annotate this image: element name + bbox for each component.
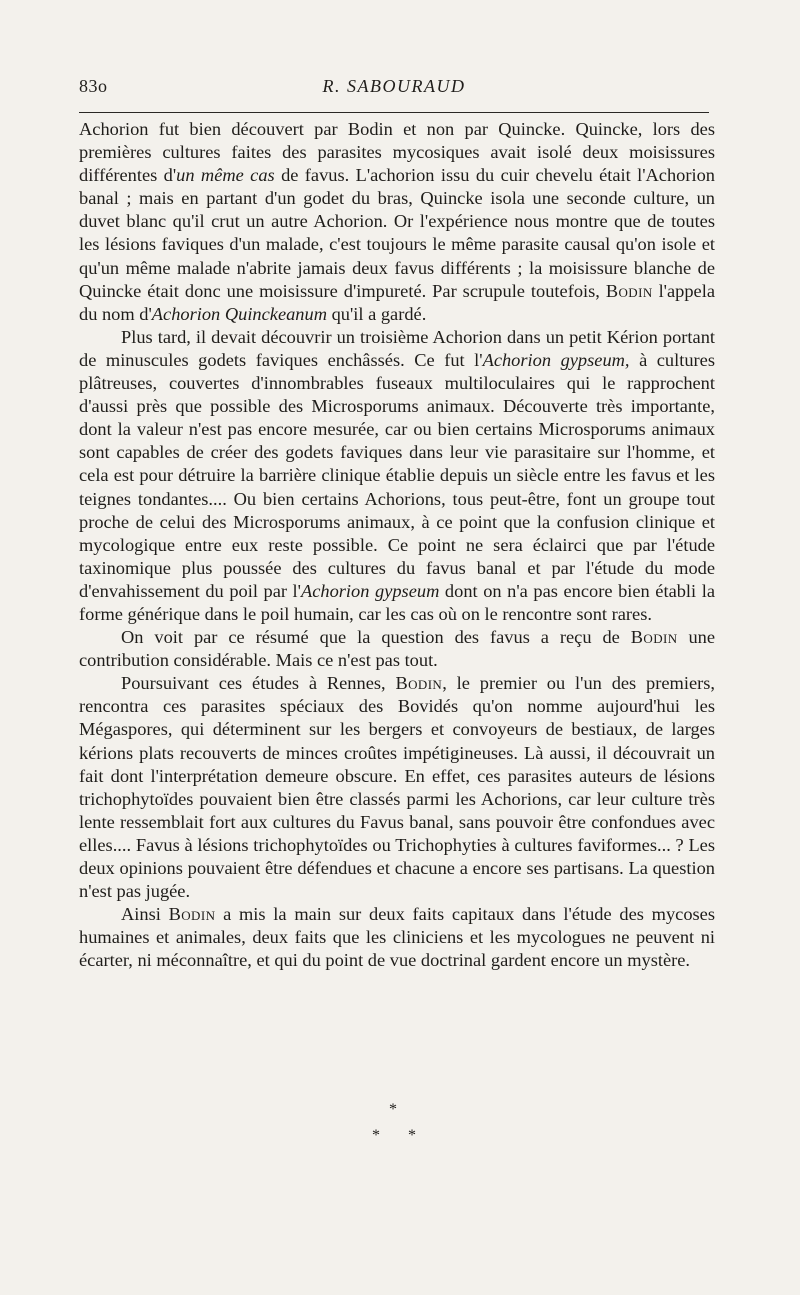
- paragraph: [79, 903, 715, 972]
- text-run: Poursuivant ces études à Rennes,: [121, 673, 396, 694]
- small-caps-name: Bodin: [168, 904, 216, 925]
- text-run: Achorion fut bien découvert par Bodin et non par Quincke. Quincke, lors des premières cultures faites des parasites mycosiques avait isolé deux moisissures différentes d': [79, 119, 715, 186]
- text-run: Ainsi: [121, 904, 169, 925]
- small-caps-name: Bodin: [605, 280, 653, 301]
- paragraph: [79, 672, 715, 903]
- text-run: a mis la main sur deux faits capitaux dans l'étude des mycoses humaines et animales, deux faits que les cliniciens et les mycologues ne peuvent ni écarter, ni méconnaître, et qui du point de vue doctrinal gardent encore un mystère.: [79, 904, 715, 971]
- page-header: [79, 76, 709, 104]
- text-run: à cultures plâtreuses, couvertes d'innombrables fuseaux multiloculaires qui le rapprochent d'aussi près que possible des Microsporums animaux. Découverte très importante, dont la valeur n'est pas encore mesurée, car ou bien certains Microsporums animaux sont capables de créer des godets faviques dans leur vie parasitaire sur l'homme, et cela est pour détruire la barrière clinique établie depuis un siècle entre les favus et les teignes tondantes.... Ou bien certains Achorions, tous peut-être, font un groupe tout proche de celui des Microsporums animaux, à ce point que la confusion clinique et mycologique entre eux reste possible. Ce point ne sera éclairci que par l'étude taxinomique plus poussée des cultures du favus banal et par l'étude du mode d'envahissement du poil par l': [79, 349, 715, 601]
- text-run: , le premier ou l'un des premiers, rencontra ces parasites spéciaux des Bovidés qu'on nomme aujourd'hui les Mégaspores, qui déterminent sur les bergers et convoyeurs de bestiaux, de larges kérions plats recouverts de minces croûtes impétigineuses. Là aussi, il découvrait un fait dont l'interprétation demeure obscure. En effet, ces parasites auteurs de lésions trichophytoïdes pouvaient bien être classés parmi les Achorions, car leur culture très lente ressemblait fort aux cultures du Favus banal, sans pouvoir être confondues avec elles.... Favus à lésions trichophytoïdes ou Trichophyties à cultures faviformes... ? Les deux opinions pouvaient être défendues et chacune a encore ses partisans. La question n'est pas jugée.: [79, 673, 715, 902]
- running-head: R. SABOURAUD: [322, 76, 466, 96]
- asterism-star: *: [408, 1127, 416, 1144]
- italic-text: Achorion gypseum,: [482, 349, 630, 370]
- asterism-star: *: [389, 1101, 397, 1118]
- small-caps-name: Bodin: [630, 627, 678, 648]
- paragraph: [79, 626, 715, 672]
- paragraph: [79, 118, 715, 326]
- asterism-star: *: [372, 1127, 380, 1144]
- text-run: de favus. L'achorion issu du cuir chevelu était l'Achorion banal ; mais en partant d'un godet du bras, Quincke isola une seconde culture, un duvet blanc qu'il crut un autre Achorion. Or l'expérience nous montre que de toutes les lésions faviques d'un malade, c'est toujours le même parasite causal qu'on isole et qu'un même malade n'abrite jamais deux favus différents ; la moisissure blanche de Quincke était donc une moisissure d'impureté. Par scrupule toutefois,: [79, 165, 715, 301]
- text-run: qu'il a gardé.: [326, 303, 427, 324]
- italic-text: Achorion Quinckeanum: [151, 303, 327, 324]
- text-run: dont on n'a pas encore bien établi la forme générique dans le poil humain, car les cas où on le rencontre sont rares.: [79, 580, 715, 624]
- text-run: une contribution considérable. Mais ce n'est pas tout.: [79, 627, 715, 671]
- body-text: [79, 118, 715, 972]
- text-run: Plus tard, il devait découvrir un troisième Achorion dans un petit Kérion portant de minuscules godets faviques enchâssés. Ce fut l': [79, 326, 715, 370]
- paragraph: [79, 326, 715, 626]
- header-rule: [79, 112, 709, 113]
- italic-text: Achorion gypseum: [300, 580, 440, 601]
- small-caps-name: Bodin: [395, 673, 443, 694]
- italic-text: un même cas: [176, 165, 275, 186]
- page-number: 83o: [79, 76, 108, 96]
- asterism: [360, 1100, 430, 1150]
- text-run: On voit par ce résumé que la question des favus a reçu de: [121, 627, 631, 648]
- text-run: l'appela du nom d': [79, 280, 715, 324]
